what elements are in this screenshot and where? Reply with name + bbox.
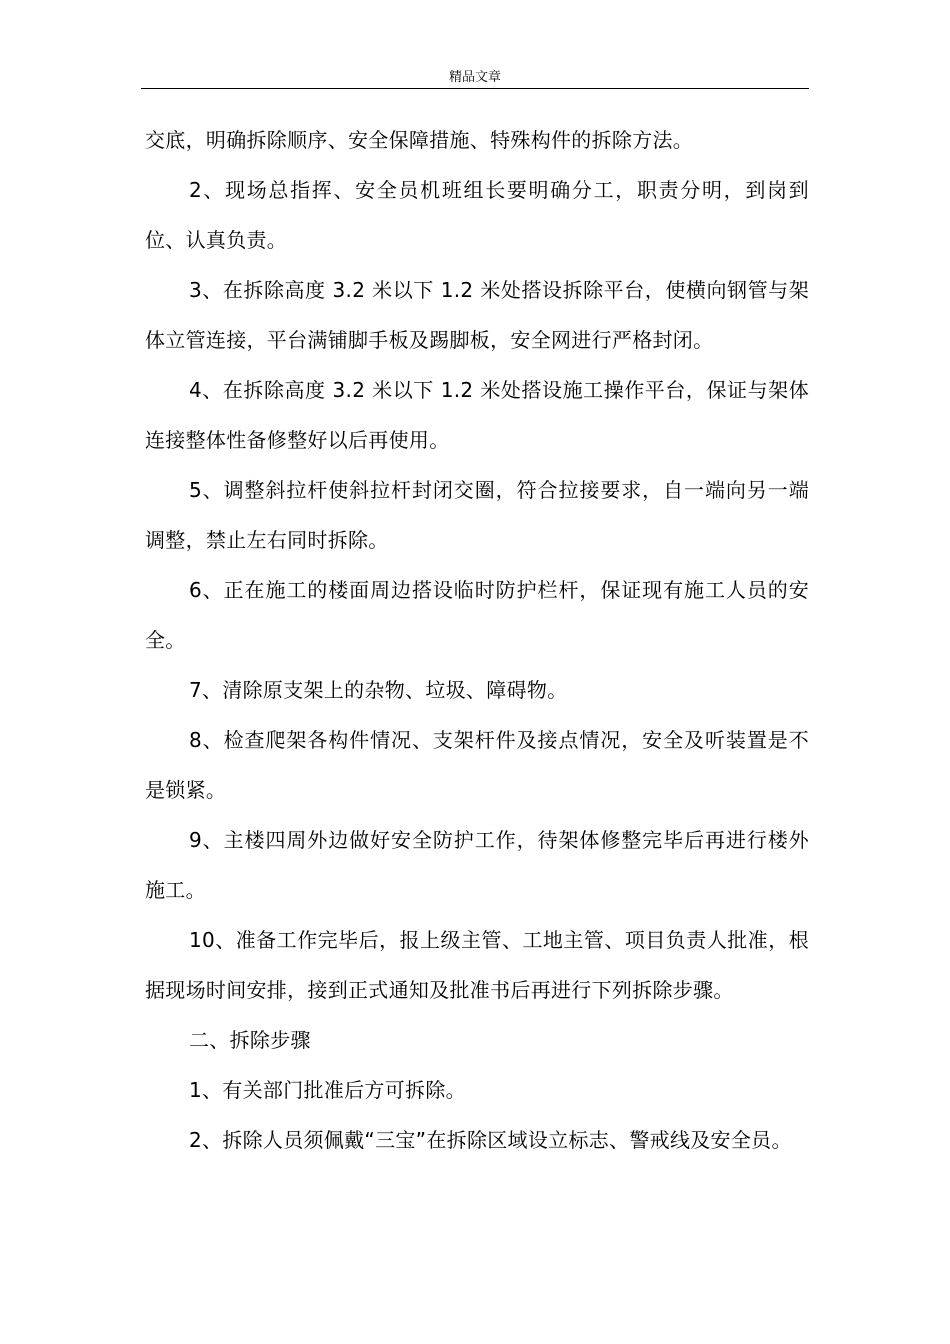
section-heading-removal-steps: 二、拆除步骤 [189,1028,311,1052]
paragraph-item-5: 5、调整斜拉杆使斜拉杆封闭交圈，符合拉接要求，自一端向另一端调整，禁止左右同时拆除。 [145,478,809,552]
paragraph-item-2: 2、现场总指挥、安全员机班组长要明确分工，职责分明，到岗到位、认真负责。 [145,178,809,252]
header-title: 精品文章 [448,70,501,85]
paragraph-item-6: 6、正在施工的楼面周边搭设临时防护栏杆，保证现有施工人员的安全。 [145,578,809,652]
paragraph-step-2: 2、拆除人员须佩戴“三宝”在拆除区域设立标志、警戒线及安全员。 [189,1128,792,1152]
paragraph-item-3: 3、在拆除高度 3.2 米以下 1.2 米处搭设拆除平台，使横向钢管与架体立管连接，平台满铺脚手板及踢脚板，安全网进行严格封闭。 [145,278,809,352]
paragraph-item-7: 7、清除原支架上的杂物、垃圾、障碍物。 [189,678,568,702]
paragraph-item-9: 9、主楼四周外边做好安全防护工作，待架体修整完毕后再进行楼外施工。 [145,828,809,902]
paragraph-step-1: 1、有关部门批准后方可拆除。 [189,1078,466,1102]
paragraph-continuation: 交底，明确拆除顺序、安全保障措施、特殊构件的拆除方法。 [145,128,694,152]
paragraph-item-4: 4、在拆除高度 3.2 米以下 1.2 米处搭设施工操作平台，保证与架体连接整体性备修整好以后再使用。 [145,378,809,452]
page-header [141,70,809,90]
document-body [145,115,809,1165]
header-divider [141,88,809,89]
paragraph-item-8: 8、检查爬架各构件情况、支架杆件及接点情况，安全及听装置是不是锁紧。 [145,728,809,802]
paragraph-item-10: 10、准备工作完毕后，报上级主管、工地主管、项目负责人批准，根据现场时间安排，接到正式通知及批准书后再进行下列拆除步骤。 [145,928,809,1002]
